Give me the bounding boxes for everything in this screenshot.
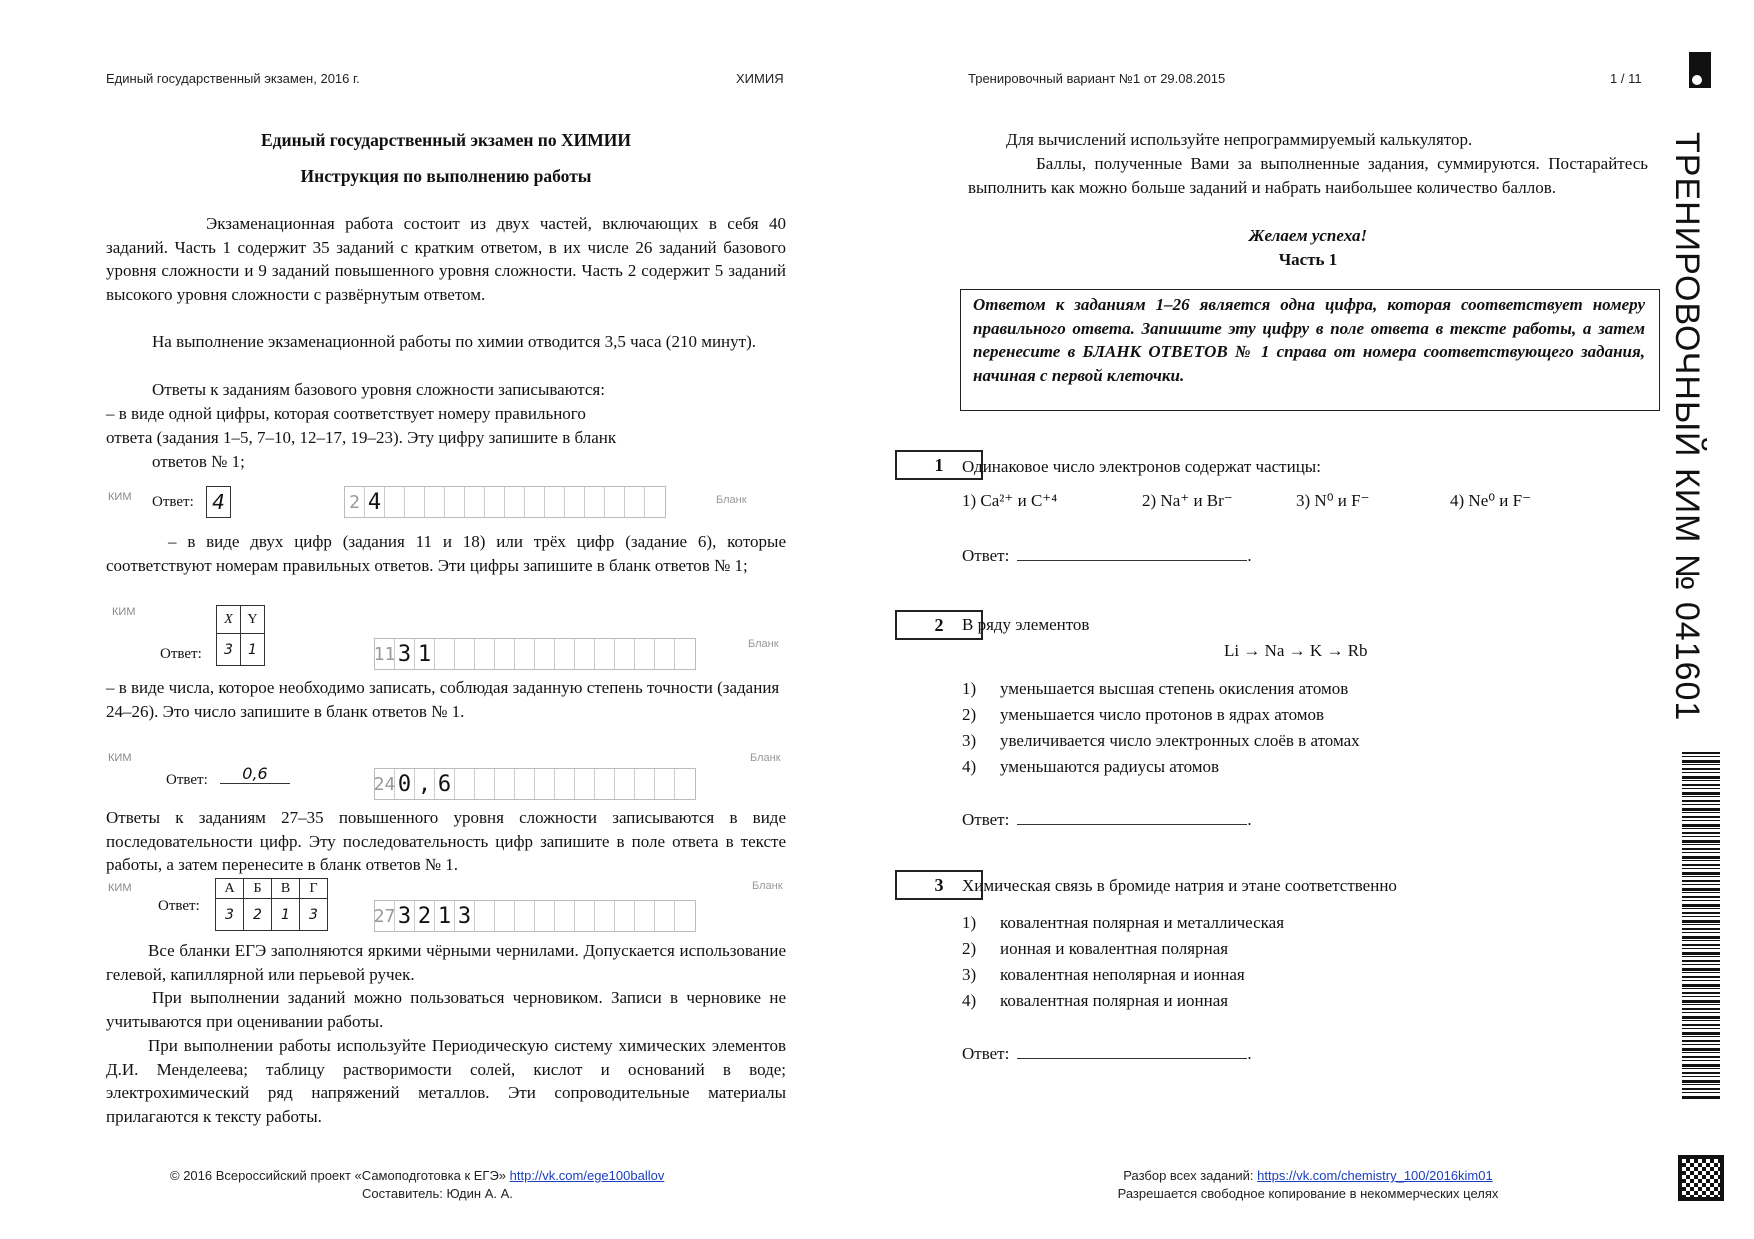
basic-answers-paragraph: Ответы к заданиям базового уровня сложности записываются: [152,380,605,399]
blank-cell: 24 [375,769,395,799]
kim-label: КИМ [108,491,132,503]
side-kim-label: ТРЕНИРОВОЧНЫЙ КИМ № 041601 [1668,132,1706,722]
blank-cell: 3 [395,639,415,669]
task1-option-1: 1) Ca²⁺ и C⁺⁴ [962,491,1058,510]
example1-blank-cells [344,486,666,518]
answer-label: Ответ: [962,810,1010,829]
blank-label: Бланк [750,752,781,764]
option-number: 3) [962,965,977,984]
option-number: 2) [962,705,977,724]
ink-paragraph: Все бланки ЕГЭ заполняются яркими чёрными чернилами. Допускается использование гелевой, капиллярной или перьевой ручек. [106,941,786,984]
option-number: 4) [962,991,977,1010]
option-number: 3) [962,731,977,750]
rule-one-digit-line1: – в виде одной цифры, которая соответствует номеру правильного [106,404,586,423]
blank-cell: 27 [375,901,395,931]
materials-paragraph: При выполнении работы используйте Периодическую систему химических элементов Д.И. Менделеева; таблицу растворимости солей, кислот и оснований в воде; электрохимический ряд напряжений металлов. Эти сопроводительные материалы прилагаются к тексту работы. [106,1036,786,1126]
blank-label: Бланк [748,638,779,650]
part1-notice-text: Ответом к заданиям 1–26 является одна цифра, которая соответствует номеру правильного ответа. Запишите эту цифру в поле ответа в тексте работы, а затем перенесите в БЛАНК ОТВЕТОВ № 1 справа от номера соответствующего задания, начиная с первой клеточки. [973,295,1645,385]
table-header-cell: Г [300,879,328,899]
part1-notice-box [960,289,1660,411]
example1-answer-box: 4 [206,486,231,518]
barcode-icon [1682,752,1720,1100]
example2-blank-cells [374,638,696,670]
task3-option-4: ковалентная полярная и ионная [1000,991,1229,1010]
table-value-cell: 3 [300,899,328,931]
task2-formula: Li → Na → K → Rb [1224,641,1368,660]
task3-question: Химическая связь в бромиде натрия и этане соответственно [962,876,1397,895]
blank-label: Бланк [716,494,747,506]
right-footer-line1 [968,1168,1648,1183]
advanced-answers-paragraph: Ответы к заданиям 27–35 повышенного уровня сложности записываются в виде последовательности цифр. Эту последовательность цифр запишите в поле ответа в тексте работы, а затем перенесите в бланк ответов № 1. [106,808,786,874]
footer-copyright: © 2016 Всероссийский проект «Самоподготовка к ЕГЭ» [170,1168,507,1183]
task3-option-2: ионная и ковалентная полярная [1000,939,1229,958]
rule-two-digits-paragraph: – в виде двух цифр (задания 11 и 18) или трёх цифр (задание 6), которые соответствуют номерам правильных ответов. Эти цифры запишите в бланк ответов № 1; [106,532,786,575]
right-footer-copy-note: Разрешается свободное копирование в некоммерческих целях [1117,1186,1499,1201]
option-number: 1) [962,679,977,698]
blank-cell: 4 [365,487,385,517]
header-variant: Тренировочный вариант №1 от 29.08.2015 [968,71,1226,86]
header-exam: Единый государственный экзамен, 2016 г. [106,71,360,86]
blank-cell: 6 [435,769,455,799]
scoring-paragraph: Баллы, полученные Вами за выполненные задания, суммируются. Постарайтесь выполнить как можно больше заданий и набрать наибольшее количество баллов. [968,154,1648,197]
table-header-cell: X [217,606,241,634]
time-paragraph: На выполнение экзаменационной работы по химии отводится 3,5 часа (210 минут). [152,332,756,351]
task2-question: В ряду элементов [962,615,1090,634]
example1-answer-label: Ответ: [152,494,194,510]
instruction-title: Инструкция по выполнению работы [300,166,592,186]
table-value-cell: 1 [272,899,300,931]
option-number: 1) [962,913,977,932]
task1-option-3: 3) N⁰ и F⁻ [1296,491,1370,510]
example4-answer-table [215,878,328,931]
corner-mark-icon [1689,52,1711,88]
blank-cell: 3 [455,901,475,931]
blank-label: Бланк [752,880,783,892]
part1-heading: Часть 1 [1278,250,1338,269]
draft-paragraph: При выполнении заданий можно пользоваться черновиком. Записи в черновике не учитываются при оценивании работы. [106,988,786,1031]
task-number-box: 2 [895,610,983,640]
blank-cell: , [415,769,435,799]
task2-option-1: уменьшается высшая степень окисления атомов [1000,679,1349,698]
task2-answer-line[interactable]: Ответ: . [962,810,1252,829]
example4-answer-label: Ответ: [158,898,200,914]
footer-analysis-label: Разбор всех заданий: [1123,1168,1254,1183]
rule-one-digit-line2: ответа (задания 1–5, 7–10, 12–17, 19–23). Эту цифру запишите в бланк [106,428,617,447]
task1-option-2: 2) Na⁺ и Br⁻ [1142,491,1233,510]
blank-cell: 0 [395,769,415,799]
table-header-cell: А [216,879,244,899]
table-value-cell: 2 [244,899,272,931]
example2-answer-label: Ответ: [160,646,202,662]
doc-title: Единый государственный экзамен по ХИМИИ [260,130,631,150]
answer-label: Ответ: [962,1044,1010,1063]
good-luck-text: Желаем успеха! [1248,226,1368,245]
blank-cell: 2 [345,487,365,517]
task-number-box: 3 [895,870,983,900]
blank-cell: 2 [415,901,435,931]
task3-option-3: ковалентная неполярная и ионная [1000,965,1245,984]
footer-link-chemistry100[interactable]: https://vk.com/chemistry_100/2016kim01 [1257,1168,1493,1183]
left-footer-line1 [170,1168,664,1183]
calculator-paragraph: Для вычислений используйте непрограммируемый калькулятор. [1006,130,1473,149]
example3-answer-label: Ответ: [166,772,208,788]
blank-cell: 1 [435,901,455,931]
header-subject: ХИМИЯ [736,71,784,86]
option-number: 2) [962,939,977,958]
table-header-cell: Y [241,606,265,634]
task1-option-4: 4) Ne⁰ и F⁻ [1450,491,1532,510]
task1-question: Одинаковое число электронов содержат частицы: [962,457,1321,476]
table-value-cell: 3 [216,899,244,931]
intro-paragraph: Экзаменационная работа состоит из двух частей, включающих в себя 40 заданий. Часть 1 содержит 35 заданий с кратким ответом, в их числе 26 заданий базового уровня сложности и 9 заданий повышенного уровня сложности. Часть 2 содержит 5 заданий высокого уровня сложности с развёрнутым ответом. [106,214,786,304]
task2-option-3: увеличивается число электронных слоёв в атомах [1000,731,1360,750]
task2-option-2: уменьшается число протонов в ядрах атомов [1000,705,1325,724]
table-value-cell: 3 [217,634,241,666]
task3-answer-line[interactable]: Ответ: . [962,1044,1252,1063]
blank-cell: 1 [415,639,435,669]
header-page-number: 1 / 11 [1610,71,1642,86]
kim-label: КИМ [108,752,132,764]
kim-label: КИМ [112,606,136,618]
table-header-cell: Б [244,879,272,899]
task-number-box: 1 [895,450,983,480]
task1-answer-line[interactable]: Ответ: . [962,546,1252,565]
task3-option-1: ковалентная полярная и металлическая [1000,913,1285,932]
table-value-cell: 1 [241,634,265,666]
blank-cell: 3 [395,901,415,931]
example2-answer-table [216,605,265,666]
example3-answer-value: 0,6 [220,764,290,784]
table-header-cell: В [272,879,300,899]
answer-label: Ответ: [962,546,1010,565]
footer-link-ege100ballov[interactable]: http://vk.com/ege100ballov [509,1168,665,1183]
kim-label: КИМ [108,882,132,894]
rule-number-paragraph: – в виде числа, которое необходимо записать, соблюдая заданную степень точности (задания 24–26). Это число запишите в бланк ответов № 1. [106,678,780,721]
example3-blank-cells [374,768,696,800]
left-footer-author: Составитель: Юдин А. А. [362,1186,513,1201]
example4-blank-cells [374,900,696,932]
qr-code-icon [1678,1155,1724,1201]
option-number: 4) [962,757,977,776]
rule-one-digit-line3: ответов № 1; [152,452,245,471]
task2-option-4: уменьшаются радиусы атомов [1000,757,1220,776]
blank-cell: 11 [375,639,395,669]
